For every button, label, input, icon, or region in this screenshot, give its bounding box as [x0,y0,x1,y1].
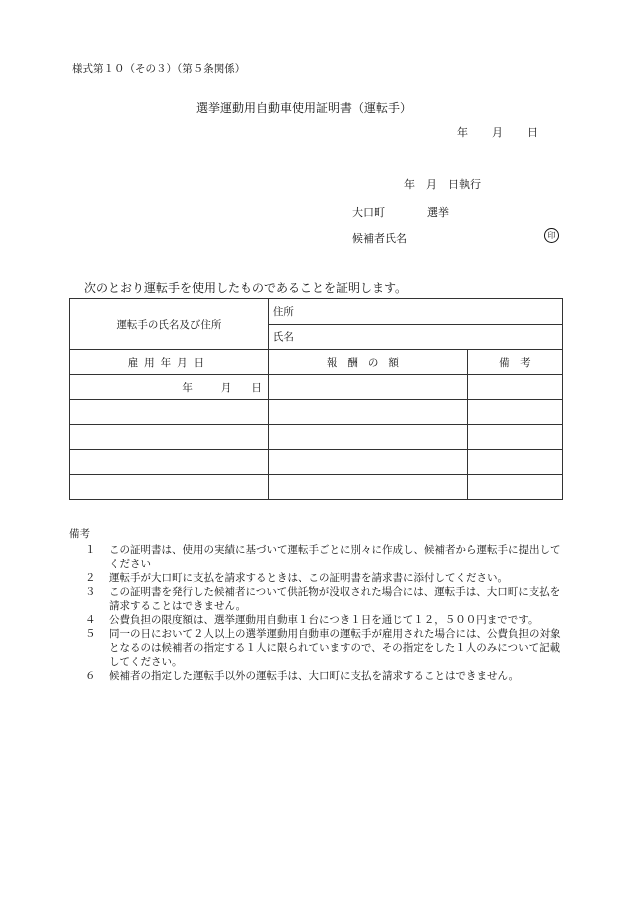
name-label: 氏名 [272,331,294,344]
issue-date-month: 月 [492,126,503,139]
employ-date-cell[interactable]: 年 月 日 [70,375,269,400]
table-row [70,475,563,500]
certificate-table [69,298,563,500]
employ-date-cell[interactable] [70,425,269,450]
address-label: 住所 [272,305,294,318]
remuneration-cell[interactable] [268,375,467,400]
remarks-header: 備 考 [467,350,562,375]
remuneration-cell[interactable] [268,425,467,450]
issue-date [457,124,538,140]
document-title: 選挙運動用自動車使用証明書（運転手） [196,101,413,115]
election-suffix: 選挙 [427,206,449,219]
notes-heading: 備考 [69,528,90,540]
remuneration-cell[interactable] [268,475,467,500]
employ-date-cell[interactable] [70,475,269,500]
seal-icon: 印 [544,228,559,243]
note-item: ５ 同一の日において２人以上の選挙運動用自動車の運転手が雇用された場合には、公費負担の対象となるのは候補者の指定する１人に限られていますので、その指定をした１人のみについて記載してください。 [85,628,561,668]
certification-statement: 次のとおり運転手を使用したものであることを証明します。 [84,281,408,295]
remarks-cell[interactable] [467,375,562,400]
note-item: ４ 公費負担の限度額は、選挙運動用自動車１台につき１日を通じて１２，５００円までです。 [85,614,539,626]
driver-name-address-label: 運転手の氏名及び住所 [70,299,269,350]
remarks-cell[interactable] [467,425,562,450]
address-field[interactable] [268,299,562,325]
notes-section [69,527,569,683]
employ-date-header: 雇用年月日 [70,350,269,375]
remuneration-cell[interactable] [268,450,467,475]
candidate-name-label: 候補者氏名 [352,232,407,245]
note-item: ３ この証明書を発行した候補者について供託物が没収された場合には、運転手は、大口町に支払を請求することはできません。 [85,586,561,612]
remuneration-cell[interactable] [268,400,467,425]
table-row [70,375,563,400]
note-item: ６ 候補者の指定した運転手以外の運転手は、大口町に支払を請求することはできません。 [85,670,520,682]
employ-date-cell[interactable] [70,400,269,425]
note-item: ２ 運転手が大口町に支払を請求するときは、この証明書を請求書に添付してください。 [85,572,508,584]
table-row [70,450,563,475]
employ-date-cell[interactable] [70,450,269,475]
election-prefix: 大口町 [352,206,385,219]
remuneration-header: 報酬の額 [268,350,467,375]
remarks-cell[interactable] [467,450,562,475]
remarks-cell[interactable] [467,475,562,500]
table-row [70,425,563,450]
issue-date-day: 日 [527,126,538,139]
remarks-cell[interactable] [467,400,562,425]
form-number: 様式第１０（その３）（第５条関係） [72,63,246,75]
execution-date: 年 月 日執行 [404,178,481,191]
election-name [352,204,449,220]
name-field[interactable] [268,324,562,350]
issue-date-year: 年 [457,126,468,139]
note-item: １ この証明書は、使用の実績に基づいて運転手ごとに別々に作成し、候補者から運転手に提出してください [85,544,561,570]
table-row [70,400,563,425]
